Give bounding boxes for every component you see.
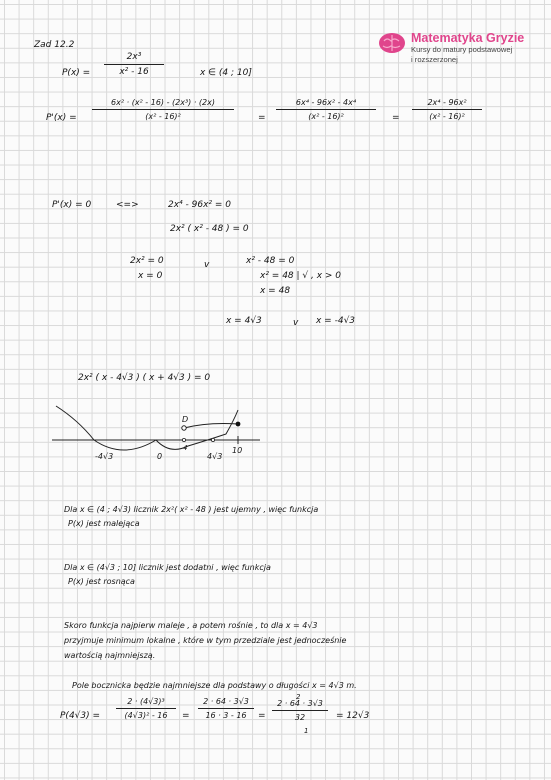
function-denominator: x² - 16 [119,67,149,77]
final-denominator-1: (4√3)² - 16 [124,711,168,720]
zeros-iff: <=> [116,200,139,210]
final-fraction-1 [116,697,176,720]
zeros-right-b: x² = 48 | √ , x > 0 [260,271,342,281]
analysis-p2-line1: Dla x ∈ (4√3 ; 10] licznik jest dodatni , więc funkcja [64,563,271,572]
conclusion-line1: Skoro funkcja najpierw maleje , a potem rośnie , to dla x = 4√3 [64,621,318,630]
brand-tagline-1: Kursy do matury podstawowej [411,45,513,54]
zeros-right-c: x = 48 [260,286,291,296]
analysis-p2-line2: P(x) jest rosnąca [68,577,135,586]
derivative-eq-1: = [258,113,266,123]
derivative-numerator-3: 2x⁴ - 96x² [427,98,467,107]
analysis-p1-line2: P(x) jest malejąca [68,519,140,528]
brand-tagline-2: i rozszerzonej [411,54,458,64]
function-numerator: 2x³ [126,52,142,62]
final-numerator-2: 2 · 64 · 3√3 [203,697,249,706]
derivative-denominator-1: (x² - 16)² [145,112,181,121]
zeros-left-b: x = 0 [138,271,163,281]
sign-curve [56,406,238,450]
graph-label-four: 4 [183,444,188,452]
final-cancel-top: 2 [296,693,301,701]
final-statement: Pole bocznicka będzie najmniejsze dla podstawy o długości x = 4√3 m. [72,681,357,690]
zeros-right-a: x² - 48 = 0 [246,256,295,266]
open-endpoint [182,426,186,430]
derivative-denominator-2: (x² - 16)² [308,112,344,121]
final-result: = 12√3 [336,711,370,721]
zeros-or-1: v [204,260,210,270]
final-numerator-3: 2 · 64 · 3√3 [277,699,323,708]
zeros-lhs: P'(x) = 0 [52,200,92,210]
analysis-p1-line1: Dla x ∈ (4 ; 4√3) licznik 2x²( x² - 48 ) jest ujemny , więc funkcja [64,505,319,514]
graph-label-pos-root: 4√3 [207,452,223,461]
zeros-rhs: 2x⁴ - 96x² = 0 [168,200,232,210]
point-four [182,438,185,441]
derivative-eq-2: = [392,113,400,123]
zeros-left-a: 2x² = 0 [130,256,164,266]
graph-label-neg-root: -4√3 [95,452,114,461]
function-fraction [104,52,164,77]
task-label: Zad 12.2 [34,40,75,50]
final-denominator-3: 32 [294,713,306,722]
final-cancel-bottom: 1 [304,727,309,735]
function-domain: x ∈ (4 ; 10] [200,68,252,78]
brand-header [378,31,524,64]
final-eq-1: = [182,711,190,721]
zeros-factored: 2x² ( x² - 48 ) = 0 [170,224,249,234]
final-fraction-2 [198,697,254,720]
final-numerator-1: 2 · (4√3)³ [127,697,165,706]
final-denominator-2: 16 · 3 - 16 [205,711,247,720]
point-root [211,438,214,441]
conclusion-line2: przyjmuje minimum lokalne , które w tym przedziale jest jednocześnie [64,636,347,645]
graph-label-d: D [182,415,189,424]
zeros-solution-a: x = 4√3 [226,316,262,326]
brand-name: Matematyka Gryzie [411,31,525,45]
function-lhs: P(x) = [62,68,91,78]
graph-label-ten: 10 [232,446,243,455]
conclusion-line3: wartością najmniejszą. [64,651,156,660]
factored-form: 2x² ( x - 4√3 ) ( x + 4√3 ) = 0 [78,373,211,383]
final-lhs: P(4√3) = [60,711,101,721]
derivative-denominator-3: (x² - 16)² [429,112,465,121]
final-fraction-3 [272,699,328,722]
sign-sketch [48,400,263,470]
derivative-numerator-2: 6x⁴ - 96x² - 4x⁴ [295,98,357,107]
final-eq-2: = [258,711,266,721]
brain-logo-icon [378,32,406,54]
closed-endpoint [236,422,241,427]
derivative-lhs: P'(x) = [46,113,77,123]
derivative-fraction-2 [276,98,376,121]
derivative-fraction-3 [412,98,482,121]
zeros-solution-b: x = -4√3 [316,316,356,326]
zeros-or-2: v [293,318,299,328]
derivative-numerator-1: 6x² · (x² - 16) - (2x³) · (2x) [111,98,215,107]
graph-label-zero: 0 [157,452,163,461]
derivative-fraction-1 [92,98,234,121]
